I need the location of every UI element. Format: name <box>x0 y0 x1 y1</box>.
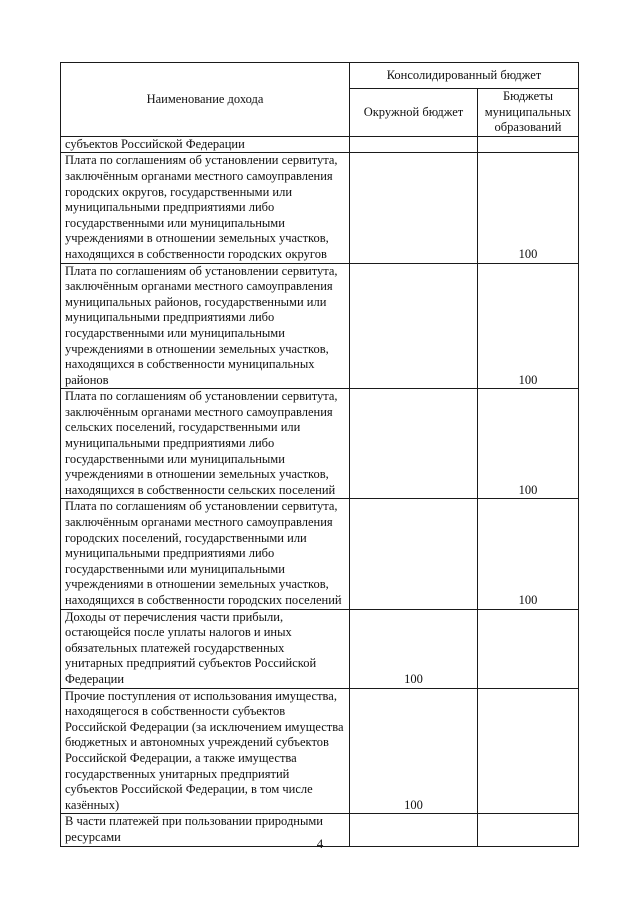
page-number: 4 <box>316 836 324 851</box>
income-name: Прочие поступления от использования имущества, находящегося в собственности субъектов Российской Федерации (за исключением имущества бюджетных и автономных учреждений субъектов Российской Федерации, а также имущества государственных унитарных предприятий субъектов Российской Федерации, в том числе казённых) <box>61 688 350 814</box>
municipal-budget-value: 100 <box>478 153 579 263</box>
district-budget-value <box>350 389 478 499</box>
table-row <box>61 688 579 814</box>
district-budget-value <box>350 499 478 609</box>
header-income-name: Наименование дохода <box>61 63 350 137</box>
table-row <box>61 153 579 263</box>
district-budget-value <box>350 153 478 263</box>
income-name: Доходы от перечисления части прибыли, остающейся после уплаты налогов и иных обязательных платежей государственных унитарных предприятий субъектов Российской Федерации <box>61 609 350 688</box>
table-row <box>61 609 579 688</box>
district-budget-value: 100 <box>350 688 478 814</box>
table-row <box>61 389 579 499</box>
district-budget-value: 100 <box>350 609 478 688</box>
table-row <box>61 136 579 153</box>
table-row <box>61 263 579 389</box>
header-municipal-budgets: Бюджеты муниципальных образований <box>478 89 579 137</box>
district-budget-value <box>350 263 478 389</box>
income-name: субъектов Российской Федерации <box>61 136 350 153</box>
district-budget-value <box>350 136 478 153</box>
header-district-budget: Окружной бюджет <box>350 89 478 137</box>
municipal-budget-value: 100 <box>478 389 579 499</box>
municipal-budget-value <box>478 609 579 688</box>
header-consolidated-budget: Консолидированный бюджет <box>350 63 579 89</box>
income-name: Плата по соглашениям об установлении сервитута, заключённым органами местного самоуправления городских округов, государственными или муниципальными предприятиями либо государственными или муниципальными учреждениями в отношении земельных участков, находящихся в собственности городских округов <box>61 153 350 263</box>
income-name: Плата по соглашениям об установлении сервитута, заключённым органами местного самоуправления сельских поселений, государственными или муниципальными предприятиями либо государственными или муниципальными учреждениями в отношении земельных участков, находящихся в собственности сельских поселений <box>61 389 350 499</box>
income-name: Плата по соглашениям об установлении сервитута, заключённым органами местного самоуправления городских поселений, государственными или муниципальными предприятиями либо государственными или муниципальными учреждениями в отношении земельных участков, находящихся в собственности городских поселений <box>61 499 350 609</box>
municipal-budget-value <box>478 136 579 153</box>
municipal-budget-value: 100 <box>478 499 579 609</box>
budget-table <box>60 62 579 847</box>
income-name: Плата по соглашениям об установлении сервитута, заключённым органами местного самоуправления муниципальных районов, государственными или муниципальными предприятиями либо государственными или муниципальными учреждениями в отношении земельных участков, находящихся в собственности муниципальных районов <box>61 263 350 389</box>
municipal-budget-value <box>478 688 579 814</box>
section-heading: В части платежей при пользовании природными ресурсами <box>61 814 350 846</box>
table-row <box>61 499 579 609</box>
municipal-budget-value: 100 <box>478 263 579 389</box>
